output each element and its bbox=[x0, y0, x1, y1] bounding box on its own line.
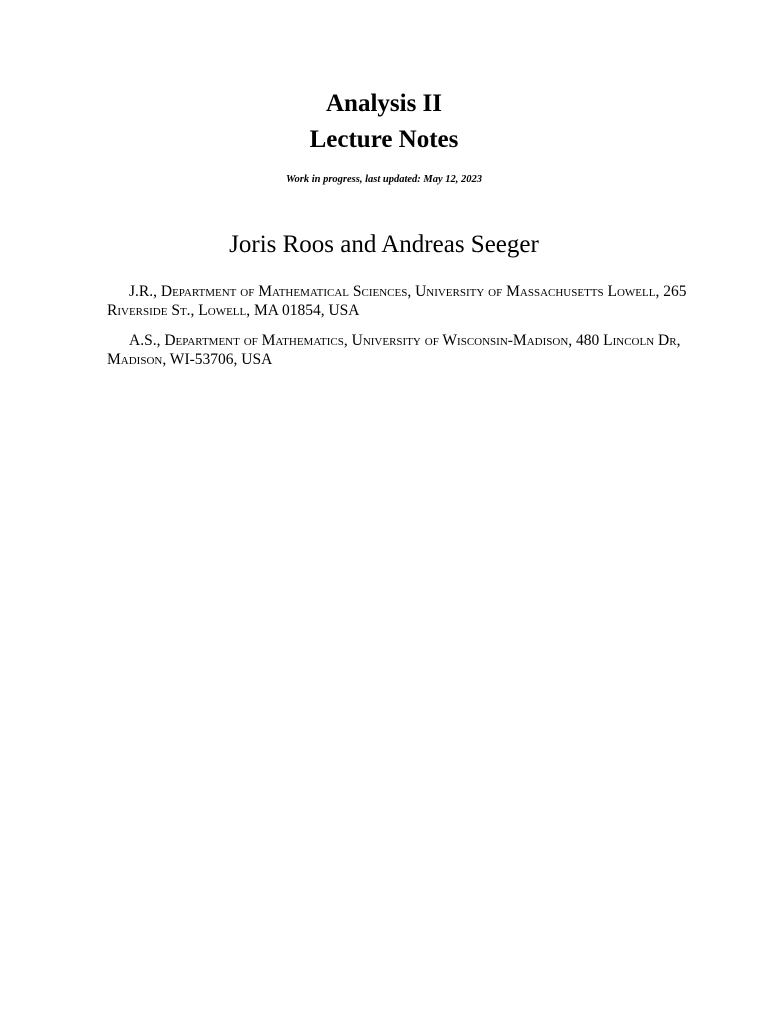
status-note: Work in progress, last updated: May 12, 2023 bbox=[285, 174, 483, 185]
title-line-1: Analysis II bbox=[325, 90, 442, 117]
affiliation-jr: J.R., Department of Mathematical Sciences, University of Massachusetts Lowell, 265 Riverside St., Lowell, MA 01854, USA bbox=[107, 283, 687, 319]
document-title bbox=[0, 86, 768, 158]
affiliation-as: A.S., Department of Mathematics, University of Wisconsin-Madison, 480 Lincoln Dr, Madison, WI-53706, USA bbox=[107, 332, 681, 368]
title-line-2: Lecture Notes bbox=[309, 126, 459, 153]
author-names: Joris Roos and Andreas Seeger bbox=[229, 231, 539, 258]
